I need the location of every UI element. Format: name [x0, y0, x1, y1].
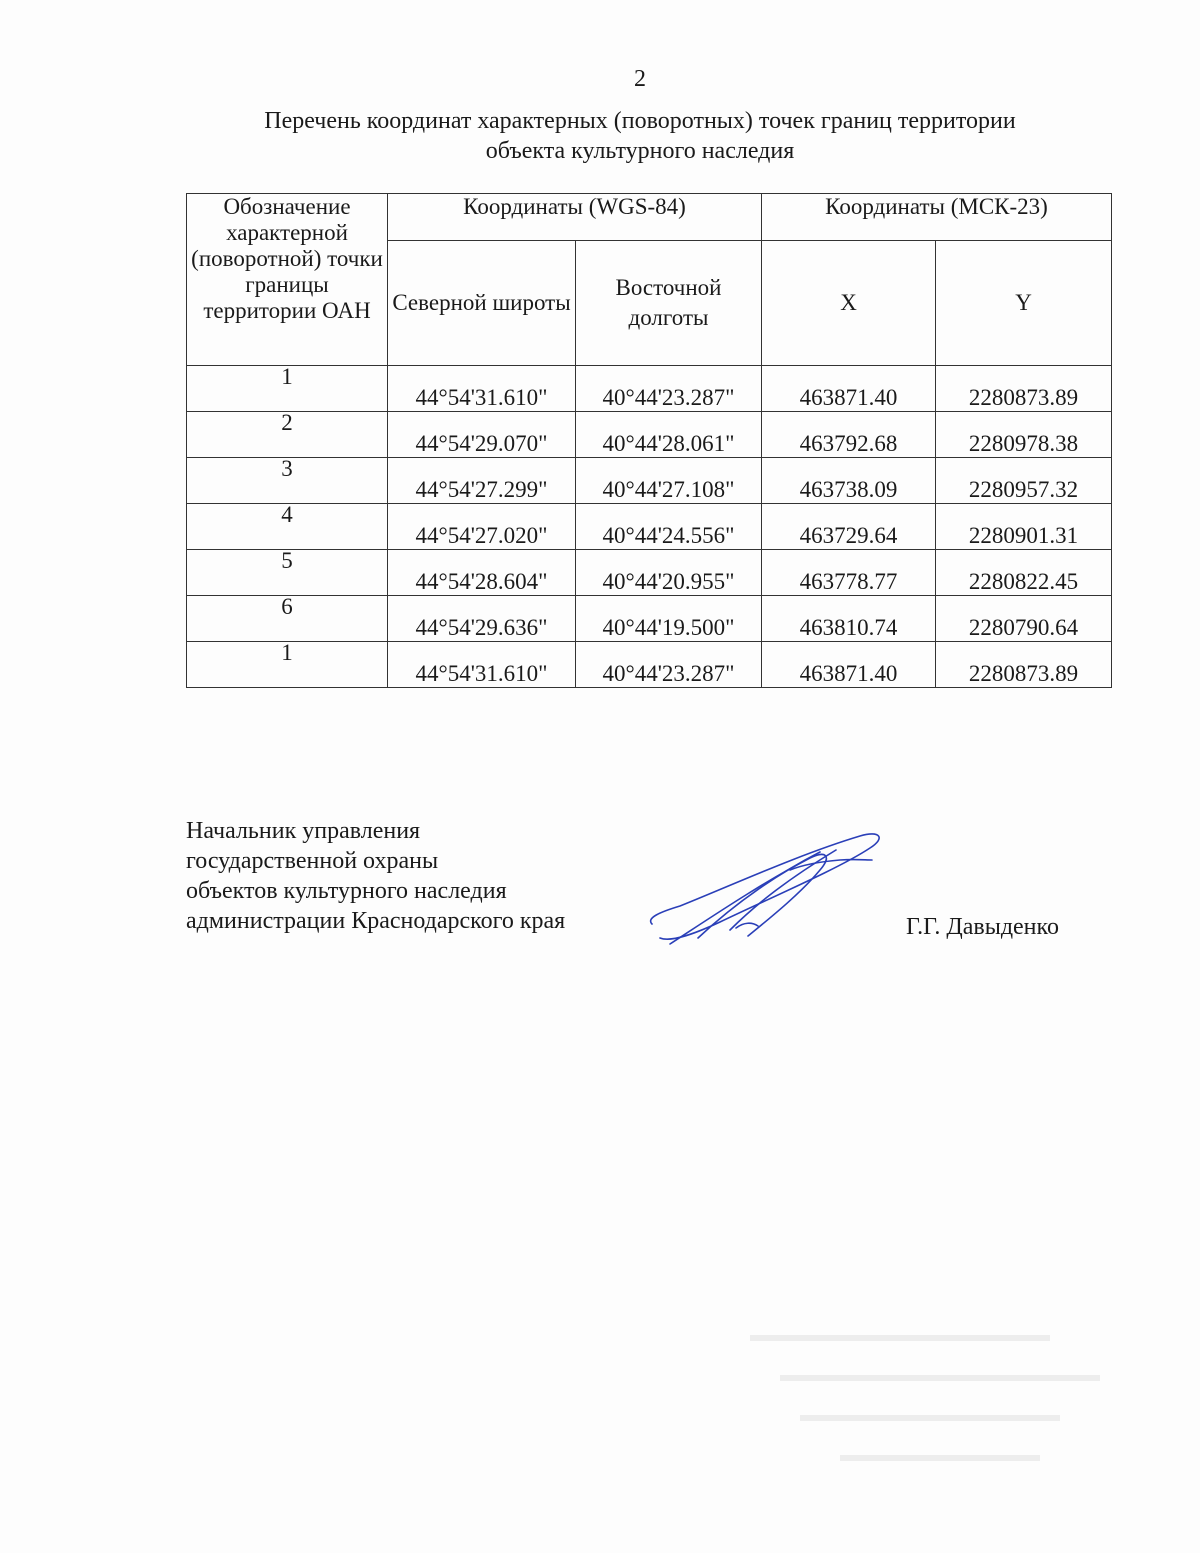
document-title [120, 106, 1160, 166]
position-line-2: государственной охраны [186, 848, 439, 874]
east-longitude: 40°44'24.556" [576, 504, 762, 550]
x-coordinate: 463778.77 [762, 550, 936, 596]
y-coordinate: 2280978.38 [936, 412, 1112, 458]
y-coordinate: 2280873.89 [936, 642, 1112, 688]
table-row [187, 412, 1112, 458]
y-coordinate: 2280822.45 [936, 550, 1112, 596]
y-coordinate: 2280957.32 [936, 458, 1112, 504]
north-latitude: 44°54'27.020" [388, 504, 576, 550]
east-longitude: 40°44'19.500" [576, 596, 762, 642]
table-row [187, 642, 1112, 688]
position-line-4: администрации Краснодарского края [186, 908, 566, 934]
table-row [187, 504, 1112, 550]
header-north-latitude: Северной широты [388, 241, 576, 366]
y-coordinate: 2280873.89 [936, 366, 1112, 412]
point-number: 4 [187, 504, 388, 550]
header-wgs84: Координаты (WGS-84) [388, 194, 762, 241]
coordinates-table [186, 193, 1112, 688]
x-coordinate: 463729.64 [762, 504, 936, 550]
x-coordinate: 463871.40 [762, 642, 936, 688]
signatory-name: Г.Г. Давыденко [906, 914, 1059, 940]
header-x: X [762, 241, 936, 366]
handwritten-signature [640, 826, 890, 956]
point-number: 1 [187, 366, 388, 412]
point-number: 2 [187, 412, 388, 458]
y-coordinate: 2280790.64 [936, 596, 1112, 642]
point-number: 3 [187, 458, 388, 504]
page-number: 2 [634, 66, 646, 92]
north-latitude: 44°54'27.299" [388, 458, 576, 504]
point-number: 6 [187, 596, 388, 642]
north-latitude: 44°54'31.610" [388, 366, 576, 412]
header-point-designation: Обозначение характерной (поворотной) точки границы территории ОАН [187, 194, 388, 366]
point-number: 5 [187, 550, 388, 596]
header-east-longitude: Восточной долготы [576, 241, 762, 366]
table-row [187, 458, 1112, 504]
x-coordinate: 463871.40 [762, 366, 936, 412]
x-coordinate: 463738.09 [762, 458, 936, 504]
table-row [187, 550, 1112, 596]
point-number: 1 [187, 642, 388, 688]
table-row [187, 366, 1112, 412]
east-longitude: 40°44'28.061" [576, 412, 762, 458]
title-line-1: Перечень координат характерных (поворотных) точек границ территории [264, 108, 1016, 134]
table-row [187, 596, 1112, 642]
x-coordinate: 463810.74 [762, 596, 936, 642]
position-line-1: Начальник управления [186, 818, 421, 844]
north-latitude: 44°54'29.070" [388, 412, 576, 458]
title-line-2: объекта культурного наследия [485, 138, 795, 164]
y-coordinate: 2280901.31 [936, 504, 1112, 550]
x-coordinate: 463792.68 [762, 412, 936, 458]
faint-stamp-bleedthrough [740, 1315, 1120, 1495]
position-line-3: объектов культурного наследия [186, 878, 507, 904]
east-longitude: 40°44'20.955" [576, 550, 762, 596]
header-msk23: Координаты (МСК-23) [762, 194, 1112, 241]
east-longitude: 40°44'23.287" [576, 366, 762, 412]
north-latitude: 44°54'28.604" [388, 550, 576, 596]
east-longitude: 40°44'27.108" [576, 458, 762, 504]
signatory-position [186, 816, 565, 936]
east-longitude: 40°44'23.287" [576, 642, 762, 688]
north-latitude: 44°54'31.610" [388, 642, 576, 688]
header-y: Y [936, 241, 1112, 366]
north-latitude: 44°54'29.636" [388, 596, 576, 642]
